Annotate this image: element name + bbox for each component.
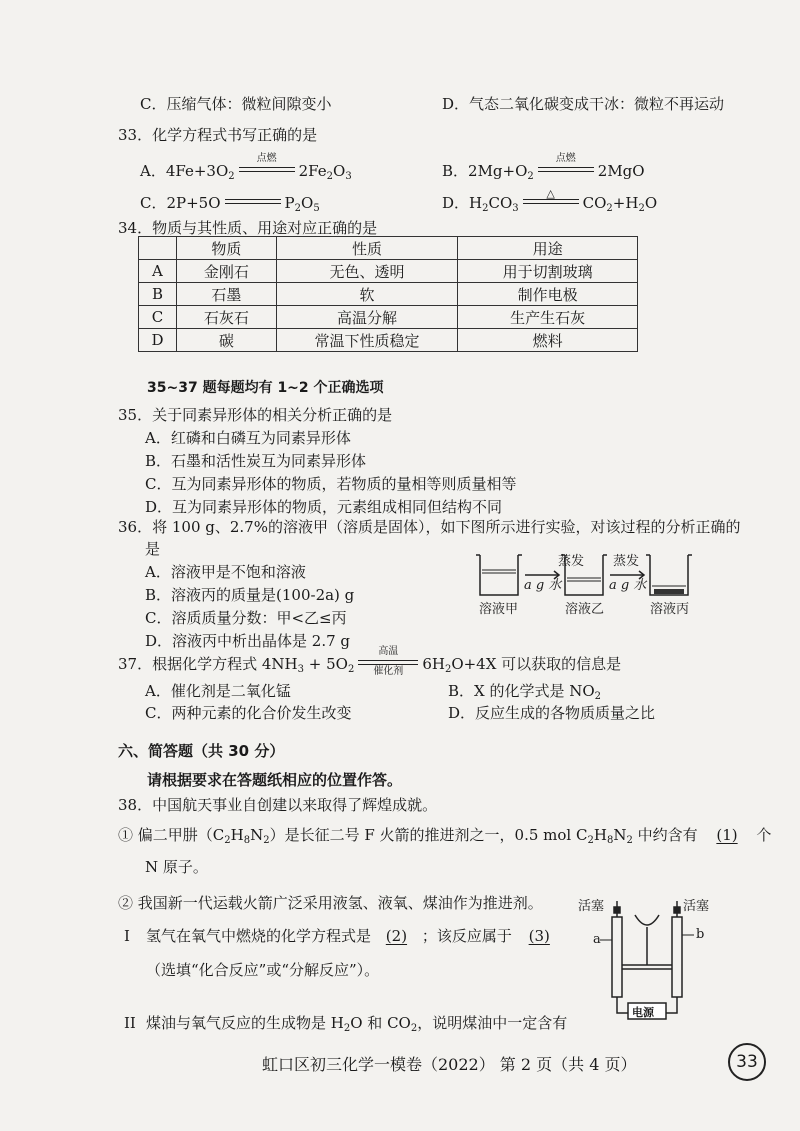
- power-source-label: 电源: [632, 1006, 654, 1019]
- section-note: 35~37 题每题均有 1~2 个正确选项: [147, 380, 384, 396]
- q37-option-a: A．催化剂是二氧化锰: [145, 682, 291, 700]
- q33-option-a: A．$4Fe+3O_2$ 点燃 $2Fe_2O_3$: [140, 153, 352, 182]
- arrow2-bottom-label: a g 水: [609, 578, 647, 593]
- q33-option-c: C．2P+5O $P_2O_5$: [140, 194, 320, 214]
- q32-option-c: C．压缩气体：微粒间隙变小: [140, 95, 332, 113]
- q37-option-c: C．两种元素的化合价发生改变: [145, 704, 352, 722]
- tube-b-label: b: [696, 927, 705, 942]
- q36-option-d: D．溶液丙中析出晶体是 2.7 g: [145, 632, 351, 650]
- q34-table: [138, 236, 638, 352]
- q38-sub-ii-label: II: [124, 1014, 136, 1032]
- q38-part1-cont: N 原子。: [145, 858, 208, 876]
- q35-option-c: C．互为同素异形体的物质，若物质的量相等则质量相等: [145, 475, 517, 493]
- answer-blank-3: (3): [528, 927, 550, 945]
- q32-option-d: D．气态二氧化碳变成干冰：微粒不再运动: [442, 95, 725, 113]
- answer-blank-2: (2): [385, 927, 408, 945]
- q38-part2: ② 我国新一代运载火箭广泛采用液氢、液氧、煤油作为推进剂。: [118, 894, 543, 912]
- q33-option-d: D．$H_2CO_3$ △ $CO_2+H_2O$: [442, 187, 658, 214]
- q37-option-d: D．反应生成的各物质质量之比: [448, 704, 656, 722]
- q38-sub-i-cont: （选填“化合反应”或“分解反应”）。: [146, 961, 380, 979]
- q35-option-b: B．石墨和活性炭互为同素异形体: [145, 452, 367, 470]
- table-row: D 碳 常温下性质稳定 燃料: [139, 329, 638, 352]
- q35-stem: 35．关于同素异形体的相关分析正确的是: [118, 406, 393, 424]
- q33-stem: 33．化学方程式书写正确的是: [118, 126, 318, 144]
- right-stopcock-label: 活塞: [683, 899, 710, 914]
- q36-stem-cont: 是: [145, 540, 161, 558]
- q33-option-b: B．$2Mg+O_2$ 点燃 2MgO: [442, 153, 645, 182]
- table-row: A 金刚石 无色、透明 用于切割玻璃: [139, 260, 638, 283]
- tube-a-label: a: [593, 932, 601, 947]
- q36-option-a: A．溶液甲是不饱和溶液: [145, 563, 306, 581]
- solution-a-label: 溶液甲: [479, 602, 519, 617]
- q35-option-d: D．互为同素异形体的物质，元素组成相同但结构不同: [145, 498, 503, 516]
- arrow1-bottom-label: a g 水: [524, 578, 562, 593]
- q38-sub-ii: 煤油与氧气反应的生成物是 $H_2O$ 和 $CO_2$，说明煤油中一定含有: [146, 1014, 568, 1034]
- solution-c-label: 溶液丙: [650, 602, 690, 617]
- section6-instruction: 请根据要求在答题纸相应的位置作答。: [147, 771, 403, 789]
- table-row: B 石墨 软 制作电极: [139, 283, 638, 306]
- q36-stem: 36．将 100 g、2.7%的溶液甲（溶质是固体），如下图所示进行实验，对该过程的分析正确的: [118, 518, 741, 536]
- q35-option-a: A．红磷和白磷互为同素异形体: [145, 429, 351, 447]
- table-header-row: 物质 性质 用途: [139, 237, 638, 260]
- q38-sub-i: 氢气在氧气中燃烧的化学方程式是 (2) ；该反应属于 (3): [146, 926, 562, 946]
- q36-option-b: B．溶液丙的质量是(100-2a) g: [145, 586, 355, 604]
- left-stopcock-label: 活塞: [578, 899, 605, 914]
- table-row: C 石灰石 高温分解 生产生石灰: [139, 306, 638, 329]
- q37-option-b: B．X 的化学式是 $NO_2$: [448, 682, 602, 702]
- page-number-badge: 33: [728, 1043, 766, 1081]
- solution-b-label: 溶液乙: [565, 602, 605, 617]
- arrow1-top-label: 蒸发: [558, 554, 585, 569]
- answer-blank-1: (1): [716, 826, 738, 844]
- q36-option-c: C．溶质质量分数：甲<乙≤丙: [145, 609, 347, 627]
- q37-stem: 37．根据化学方程式 $4NH_3 + 5O_2$ 高温 催化剂 $6H_2O+4X$ 可以获取的信息是: [118, 646, 622, 677]
- q34-stem: 34．物质与其性质、用途对应正确的是: [118, 219, 378, 237]
- arrow2-top-label: 蒸发: [613, 554, 640, 569]
- section6-title: 六、简答题（共 30 分）: [118, 742, 285, 760]
- page-footer: 虹口区初三化学一模卷（2022） 第 2 页（共 4 页）: [262, 1055, 637, 1074]
- q38-part1: ① 偏二甲肼$(C_2H_8N_2)$是长征二号 F 火箭的推进剂之一，0.5 mol $C_2H_8N_2$ 中约含有 (1) 个: [118, 826, 772, 846]
- q38-stem: 38．中国航天事业自创建以来取得了辉煌成就。: [118, 796, 438, 814]
- q38-sub-i-label: I: [124, 927, 130, 945]
